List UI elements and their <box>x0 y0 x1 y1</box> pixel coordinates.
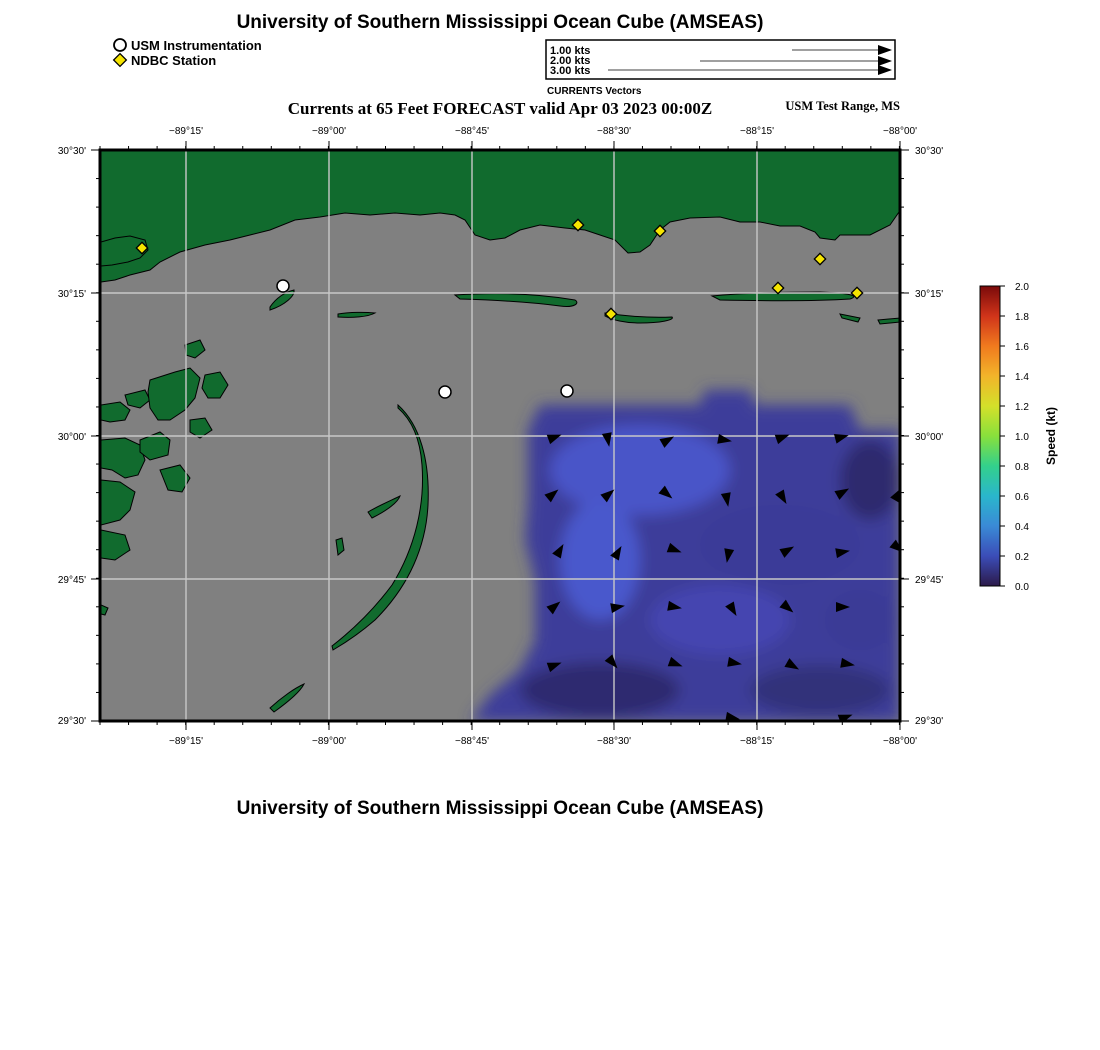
lon-label: −88°30' <box>597 126 631 137</box>
vector-key-label-3: 3.00 kts <box>550 65 591 77</box>
lat-label: 29°45' <box>915 575 944 586</box>
map-area <box>101 151 907 724</box>
lon-label: −88°15' <box>740 126 774 137</box>
lat-label: 29°45' <box>57 575 86 586</box>
lat-label: 30°00' <box>915 432 944 443</box>
ndbc-legend-label: NDBC Station <box>131 53 217 68</box>
vector-key-label-2: 2.00 kts <box>550 55 591 67</box>
symbol-legend <box>114 38 262 68</box>
lon-label: −89°00' <box>312 736 346 747</box>
colorbar-tick-label: 1.2 <box>1015 402 1029 413</box>
colorbar-tick-label: 0.4 <box>1015 522 1029 533</box>
colorbar-tick-label: 2.0 <box>1015 282 1029 293</box>
lat-label: 30°00' <box>57 432 86 443</box>
colorbar-tick-label: 1.0 <box>1015 432 1029 443</box>
footer-title: University of Southern Mississippi Ocean Cube (AMSEAS) <box>236 798 764 819</box>
map-subtitle: Currents at 65 Feet FORECAST valid Apr 03 2023 00:00Z <box>287 99 713 118</box>
lon-label: −88°45' <box>455 736 489 747</box>
vector-key-label-1: 1.00 kts <box>550 45 591 57</box>
usm-instrument-marker <box>439 386 451 398</box>
colorbar-tick-label: 1.6 <box>1015 342 1029 353</box>
colorbar-tick-label: 0.8 <box>1015 462 1029 473</box>
colorbar-tick-label: 0.6 <box>1015 492 1029 503</box>
lon-label: −88°00' <box>883 736 917 747</box>
colorbar-tick-label: 1.4 <box>1015 372 1029 383</box>
colorbar-tick-label: 0.0 <box>1015 582 1029 593</box>
lon-label: −88°15' <box>740 736 774 747</box>
colorbar-gradient <box>980 286 1000 586</box>
lat-labels-right <box>915 146 943 727</box>
lon-label: −89°15' <box>169 126 203 137</box>
lon-labels-bottom <box>169 736 917 747</box>
lat-labels-left <box>58 146 86 727</box>
lat-label: 29°30' <box>57 716 86 727</box>
usm-legend-label: USM Instrumentation <box>131 38 262 53</box>
speed-field <box>470 390 900 722</box>
colorbar-tick-label: 1.8 <box>1015 312 1029 323</box>
lon-label: −89°00' <box>312 126 346 137</box>
lat-label: 29°30' <box>915 716 944 727</box>
lat-label: 30°30' <box>57 146 86 157</box>
vector-key-title: CURRENTS Vectors <box>547 86 642 97</box>
lon-labels-top <box>169 126 917 137</box>
lon-label: −88°00' <box>883 126 917 137</box>
vector-key <box>546 40 895 97</box>
lat-label: 30°30' <box>915 146 944 157</box>
lon-label: −88°30' <box>597 736 631 747</box>
usm-instrument-legend-icon <box>114 39 126 51</box>
lon-label: −89°15' <box>169 736 203 747</box>
usm-instrument-marker <box>277 280 289 292</box>
usm-instrument-marker <box>561 385 573 397</box>
speed-colorbar <box>980 282 1058 593</box>
colorbar-label: Speed (kt) <box>1044 406 1058 466</box>
page-title: University of Southern Mississippi Ocean Cube (AMSEAS) <box>236 12 764 33</box>
lat-label: 30°15' <box>57 289 86 300</box>
lon-label: −88°45' <box>455 126 489 137</box>
region-label: USM Test Range, MS <box>785 99 900 113</box>
lat-label: 30°15' <box>915 289 944 300</box>
colorbar-tick-label: 0.2 <box>1015 552 1029 563</box>
ndbc-station-legend-icon <box>114 54 127 67</box>
